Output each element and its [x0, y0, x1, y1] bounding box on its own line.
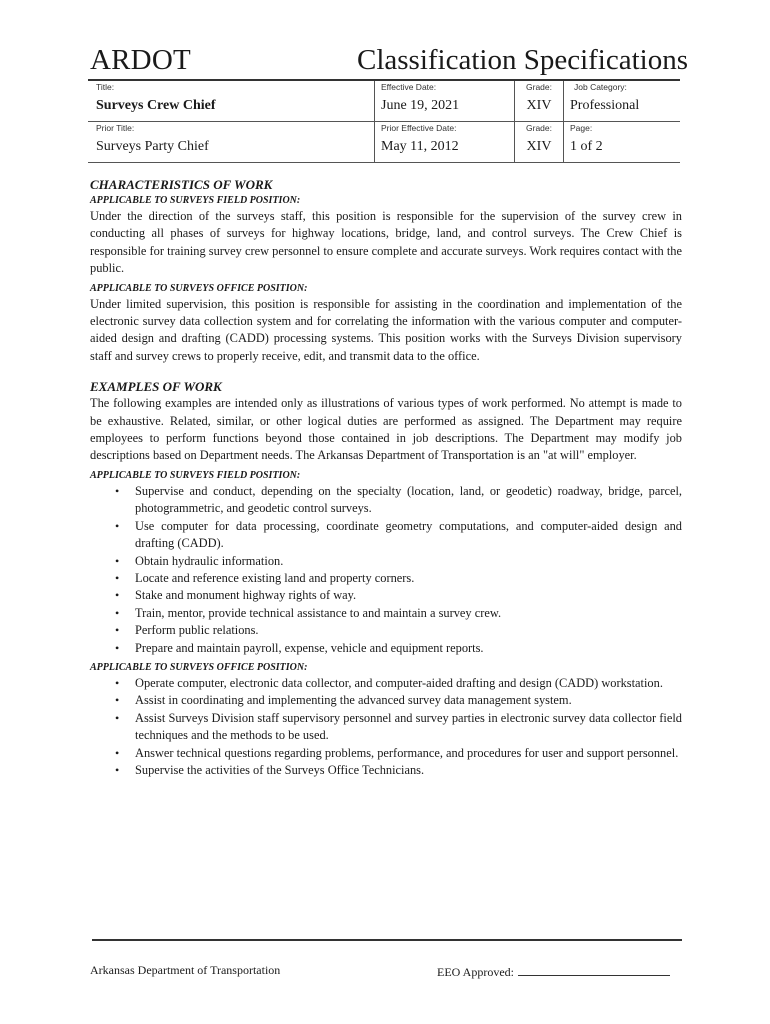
prior-effective-date-label: Prior Effective Date:: [381, 123, 457, 133]
list-item: • Assist Surveys Division staff supervisory personnel and survey parties in electronic survey data collector field techniques and the methods to be used.: [115, 710, 682, 743]
grade-label: Grade:: [526, 82, 552, 92]
bullet-icon: •: [115, 483, 120, 498]
effective-date-value: June 19, 2021: [381, 98, 460, 113]
job-category-label: Job Category:: [574, 82, 627, 92]
page-label: Page:: [570, 123, 593, 133]
prior-grade-value: XIV: [526, 139, 552, 154]
grade-value: XIV: [526, 98, 552, 113]
bullet-icon: •: [115, 762, 120, 777]
prior-effective-date-value: May 11, 2012: [381, 139, 459, 154]
characteristics-field-text: Under the direction of the surveys staff, this position is responsible for the supervision of the survey crew in conducting all phases of surveys for highway locations, bridge, land, and control surveys. The Crew Chief is responsible for training survey crew personnel to ensure complete and accurate surveys. Work requires contact with the public.: [90, 209, 682, 276]
job-category-value: Professional: [570, 98, 640, 113]
list-item: • Stake and monument highway rights of way.: [90, 587, 682, 604]
field-duties-list: [90, 483, 682, 657]
footer-organization: Arkansas Department of Transportation: [90, 963, 281, 977]
bullet-icon: •: [115, 710, 120, 725]
characteristics-office-text: Under limited supervision, this position is responsible for assisting in the coordination and implementation of the electronic survey data collection system and for correlating the information with the various computer and computer-aided design and drafting (CADD) processing systems. This position works with the Surveys Division supervisory staff and survey crews to properly receive, edit, and transmit data to the office.: [90, 296, 682, 363]
list-item: • Train, mentor, provide technical assistance to and maintain a survey crew.: [90, 605, 682, 622]
examples-intro: The following examples are intended only as illustrations of various types of work performed. No attempt is made to be exhaustive. Related, similar, or other logical duties are performed as assigned. The Department may require employees to perform functions beyond those contained in job descriptions. The Department may modify job descriptions based on Department needs. The Arkansas Department of Transportation is an "at will" employer.: [90, 396, 682, 463]
office-duties-list: [90, 675, 682, 779]
list-item: • Obtain hydraulic information.: [90, 553, 682, 570]
examples-heading: EXAMPLES OF WORK: [90, 379, 222, 395]
bullet-icon: •: [115, 693, 120, 708]
list-item: • Assist in coordinating and implementing the advanced survey data management system.: [90, 692, 682, 709]
bullet-icon: •: [115, 605, 120, 620]
examples-field-heading: APPLICABLE TO SURVEYS FIELD POSITION:: [90, 469, 301, 481]
prior-title-label: Prior Title:: [96, 123, 135, 133]
title-label: Title:: [96, 82, 115, 92]
bullet-icon: •: [115, 745, 120, 760]
eeo-signature-line: [518, 963, 670, 976]
list-item: • Prepare and maintain payroll, expense, vehicle and equipment reports.: [90, 640, 682, 657]
brand-logo-text: ARDOT: [90, 44, 191, 76]
characteristics-office-heading: APPLICABLE TO SURVEYS OFFICE POSITION:: [90, 282, 308, 294]
page-value: 1 of 2: [570, 139, 603, 154]
bullet-icon: •: [115, 588, 120, 603]
characteristics-field-heading: APPLICABLE TO SURVEYS FIELD POSITION:: [90, 195, 301, 206]
examples-office-heading: APPLICABLE TO SURVEYS OFFICE POSITION:: [90, 661, 308, 673]
list-item: • Supervise and conduct, depending on the specialty (location, land, or geodetic) roadway, bridge, parcel, photogrammetric, and geodetic control surveys.: [115, 483, 682, 516]
list-item: • Operate computer, electronic data collector, and computer-aided drafting and design (CADD) workstation.: [90, 675, 682, 692]
list-item: • Answer technical questions regarding problems, performance, and procedures for user and support personnel.: [90, 745, 682, 762]
bullet-icon: •: [115, 570, 120, 585]
eeo-approval: [437, 963, 670, 980]
effective-date-label: Effective Date:: [381, 82, 437, 92]
list-item: • Perform public relations.: [90, 622, 682, 639]
classification-header-table: [88, 81, 680, 163]
bullet-icon: •: [115, 640, 120, 655]
eeo-approved-label: EEO Approved:: [437, 965, 514, 979]
document-body: [90, 177, 682, 779]
list-item: • Use computer for data processing, coordinate geometry computations, and computer-aided design and drafting (CADD).: [115, 518, 682, 551]
prior-grade-label: Grade:: [526, 123, 552, 133]
title-value: Surveys Crew Chief: [96, 98, 216, 113]
footer-rule: [92, 939, 682, 941]
list-item: • Supervise the activities of the Surveys Office Technicians.: [90, 762, 682, 779]
bullet-icon: •: [115, 518, 120, 533]
bullet-icon: •: [115, 553, 120, 568]
document-title: Classification Specifications: [357, 44, 689, 76]
list-item: • Locate and reference existing land and property corners.: [90, 570, 682, 587]
bullet-icon: •: [115, 675, 120, 690]
prior-title-value: Surveys Party Chief: [96, 139, 209, 154]
characteristics-heading: CHARACTERISTICS OF WORK: [90, 177, 273, 192]
bullet-icon: •: [115, 623, 120, 638]
